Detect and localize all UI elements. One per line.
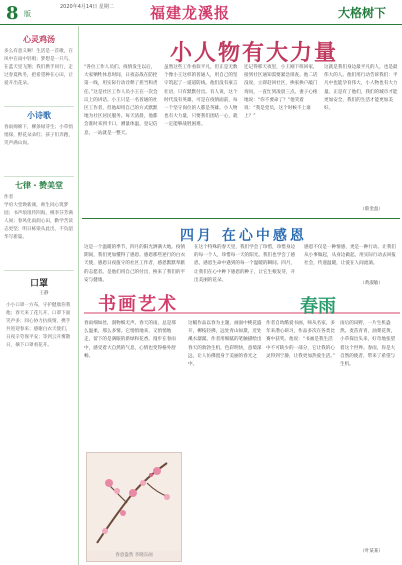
article3-author: （叶某某） [360, 549, 383, 554]
blossom-painting [87, 453, 181, 551]
divider [4, 176, 74, 177]
article1-col1: “各位工作人员们，疫情发生以后，大家牺牲休息时间，日夜奋战在防控第一线，用实际行动诠释了担当和责任。”这是社区工作人员小王在一次会议上的讲话。小王只是一名普通的社区工作者，但他却用自己的方式默默地为社区居民服务。每天清晨，他都会准时来到卡口，测量体温、登记信息，一站就是一整天。 [84, 65, 158, 136]
article3-col1: 这幅作品以春为主题，画面中桃花盛开，柳枝轻拂，远处青山如黛，近处溪水潺潺。作者用细腻的笔触描绘出春天的勃勃生机，色彩明快，意境深远，让人仿佛置身于美丽的春光之中。 [188, 321, 262, 368]
article3-col4: 雨后的田野，一片生机盎然。麦苗青青，油菜花黄，小草探出头来，好奇地张望着这个世界。春雨，你是大自然的使者，带来了希望与生机。 [340, 321, 396, 368]
sidebar-sec1-title: 心灵鸡汤 [23, 35, 55, 44]
article1-col2: 虽然这些工作看似平凡，但正是无数个像小王这样的普通人，用自己的坚守筑起了一道道防线。他们没有豪言壮语，只有默默付出。有人说，这个时代没有英雄，可是在疫情面前，每一个坚守岗位的人都是英雄。小人物也有大力量，只要我们团结一心，就一定能够战胜困难。 [164, 65, 238, 128]
article1-col4: 这就是我们身边最平凡的人，也是最伟大的人。他们用行动告诉我们：平凡中也能孕育伟大，小人物也有大力量。正是有了他们，我们的城市才能更加安全，我们的生活才能更加美好。 [324, 65, 398, 112]
section-title: 大格树下 [338, 6, 387, 20]
masthead: 福建龙溪报 [150, 4, 231, 22]
divider [4, 270, 74, 271]
sidebar-sec4-text: 小小口罩一方布，守护健康你我他；春天来了花儿开，口罩下面笑声多；同心协力抗疫情，携手共进迎春来；感谢白衣天使们，日夜辛劳保平安；等到云开雾散日，摘下口罩看花开。 [6, 303, 71, 348]
sidebar-sec1-text: 多么有意义啊！生活是一首歌，在风中在雨中轻唱；梦想是一只鸟，在蓝天里飞翔；我们携手同行，走过春夏秋冬，把希望种在心田，让爱开出花朵。 [4, 49, 73, 86]
article2-col1: 这是一个温暖的季节，四月的阳光洒满大地。疫情期间，我们更加懂得了感恩。感恩那些逆行的白衣天使，感恩日夜值守的社区工作者，感恩默默奉献的志愿者。是他们用自己的付出，换来了我们的平安与健康。 [84, 245, 186, 283]
sidebar-sec2-text: 春雨绵绵下，柳条绿芽生；小草悄悄探，野花朵朵红；孩子们奔跑，笑声满山岗。 [4, 125, 73, 146]
article2-col2: 在这个特殊的春天里，我们学会了珍惜，珍惜身边的每一个人，珍惜每一天的阳光。我们也学会了感恩，感恩生命中遇到的每一个温暖的瞬间。四月，让我们在心中种下感恩的种子，让它生根发芽，开出美丽的花朵。 [194, 245, 296, 283]
sidebar-sec4-author: 王静 [39, 291, 49, 296]
sidebar-sec3-label: 作者 [4, 195, 14, 200]
page-label: 版 [24, 10, 31, 18]
issue-info: 2020年4月14日 星期二 [60, 4, 114, 10]
article2-title: 四月 在心中感恩 [180, 228, 307, 244]
painting-caption: 春意盎然 李晓东画 [115, 553, 153, 558]
divider [82, 218, 400, 219]
sidebar-sec2-title: 小诗歌 [27, 111, 51, 120]
sidebar [0, 26, 79, 565]
article1-author: （蔡金盈） [360, 207, 383, 212]
article1-title: 小人物有大力量 [170, 40, 339, 66]
sidebar-sec4-title: 口罩 [29, 279, 48, 289]
article3-title: 书画艺术 [98, 294, 178, 315]
article3-col2: 作者自幼酷爱书画，师从名家，多年来潜心研习，作品多次在各类比赛中获奖。他说：“书画是我生活中不可缺少的一部分，它让我的心灵得到宁静，让我更加热爱生活。” [266, 321, 335, 359]
article3-spring-title: 春雨 [300, 296, 336, 317]
page-number: 8 [6, 3, 19, 24]
article3-col3: 春雨细如丝，润物细无声。春天的雨，总是那么温柔，那么多情。它悄悄地来，又悄悄地走，留下的是满眼的新绿和花香。漫步在春雨中，感受着大自然的气息，心情也变得格外舒畅。 [84, 321, 176, 359]
article2-col3: 感恩不仅是一种情感，更是一种行动。让我们从小事做起，从身边做起，用实际行动去回报社会，传递温暖，让爱在人间流淌。 [304, 245, 396, 267]
painting-image [86, 452, 182, 562]
sidebar-sec3-title: 七律・赞美堂 [15, 181, 63, 190]
article1-col3: 还记得那天夜里，小王刚下班回家，接到社区通知需要紧急排查。他二话没说，立即赶回社区，挨家挨户敲门询问，一直忙到凌晨三点。妻子心疼地说：“你不要命了？”他笑着说：“我是党员，这个时候不上谁上？” [244, 65, 318, 120]
sidebar-sec3-text: 学府大堂焕新颜，师生同心筑梦园；书声琅琅传四海，桃李芬芳满人间；春风化雨润心田，勤学苦读志更坚；明日栋梁从此出，不负韶华写新篇。 [4, 203, 73, 240]
divider [4, 106, 74, 107]
article2-author: （黄淑敏） [360, 281, 383, 286]
